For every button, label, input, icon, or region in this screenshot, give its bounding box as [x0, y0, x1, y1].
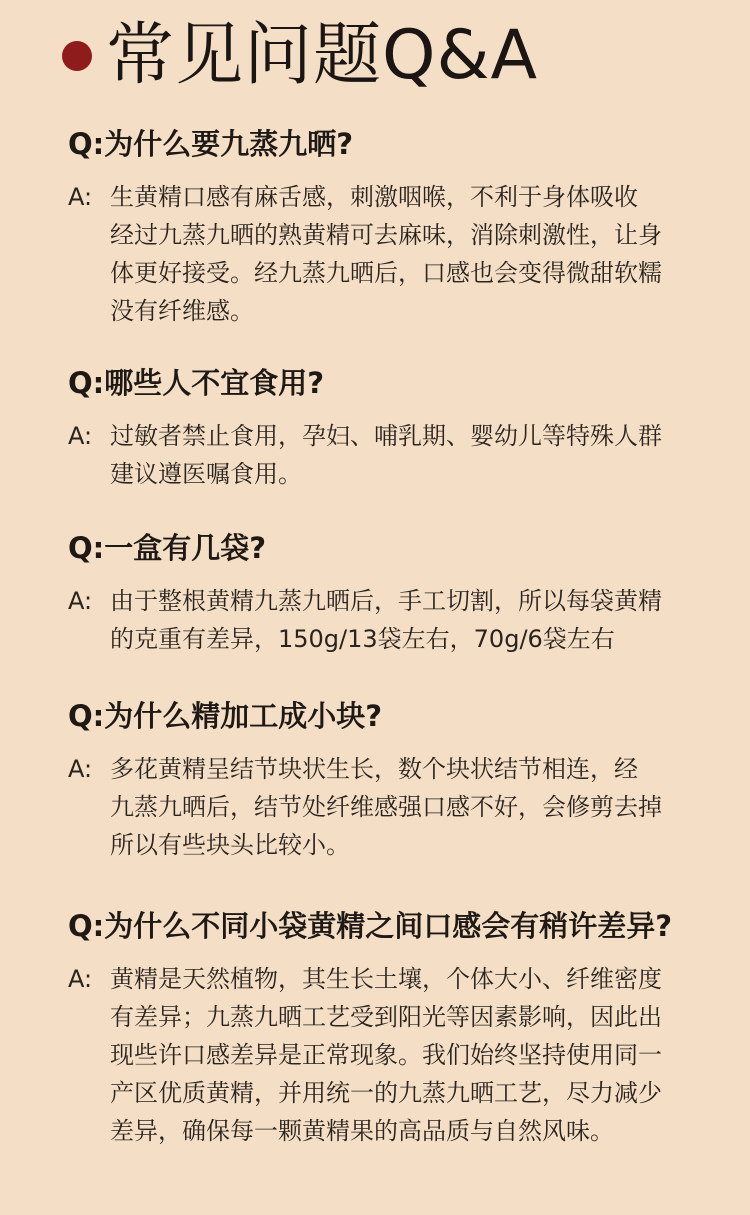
- answer-block: [68, 750, 688, 864]
- answer-line: 过敏者禁止食用，孕妇、哺乳期、婴幼儿等特殊人群: [110, 422, 662, 451]
- answer-line: 黄精是天然植物，其生长土壤，个体大小、纤维密度: [110, 965, 662, 994]
- answer-line: 差异，确保每一颗黄精果的高品质与自然风味。: [110, 1117, 614, 1146]
- answer-prefix: A:: [68, 587, 93, 616]
- answer-prefix: A:: [68, 422, 93, 451]
- answer-line: 生黄精口感有麻舌感，刺激咽喉，不利于身体吸收: [110, 183, 638, 212]
- answer-block: [68, 417, 688, 493]
- question-text: Q:为什么不同小袋黄精之间口感会有稍许差异?: [68, 909, 673, 943]
- faq-item-2: [68, 365, 688, 493]
- faq-item-3: [68, 530, 688, 658]
- answer-block: [68, 582, 688, 658]
- question-text: Q:为什么要九蒸九晒?: [68, 127, 354, 161]
- page-title: 常见问题Q&A: [106, 16, 539, 95]
- question-text: Q:哪些人不宜食用?: [68, 366, 325, 400]
- question-text: Q:为什么精加工成小块?: [68, 699, 383, 733]
- question-text: Q:一盒有几袋?: [68, 531, 267, 565]
- red-dot-icon: [62, 41, 92, 71]
- answer-prefix: A:: [68, 183, 93, 212]
- answer-line: 没有纤维感。: [110, 297, 254, 326]
- faq-item-5: [68, 908, 688, 1150]
- answer-line: 有差异；九蒸九晒工艺受到阳光等因素影响，因此出: [110, 1003, 662, 1032]
- answer-line: 经过九蒸九晒的熟黄精可去麻味，消除刺激性，让身: [110, 221, 662, 250]
- faq-item-4: [68, 698, 688, 864]
- answer-line: 产区优质黄精，并用统一的九蒸九晒工艺，尽力减少: [110, 1079, 662, 1108]
- faq-header: [62, 10, 538, 102]
- answer-line: 体更好接受。经九蒸九晒后，口感也会变得微甜软糯: [110, 259, 662, 288]
- answer-line: 九蒸九晒后，结节处纤维感强口感不好，会修剪去掉: [110, 793, 662, 822]
- answer-block: [68, 960, 688, 1150]
- faq-item-1: [68, 126, 688, 330]
- answer-line: 的克重有差异，150g/13袋左右，70g/6袋左右: [110, 625, 615, 654]
- answer-line: 所以有些块头比较小。: [110, 831, 350, 860]
- answer-prefix: A:: [68, 755, 93, 784]
- answer-line: 多花黄精呈结节块状生长，数个块状结节相连，经: [110, 755, 638, 784]
- answer-block: [68, 178, 688, 330]
- answer-prefix: A:: [68, 965, 93, 994]
- answer-line: 由于整根黄精九蒸九晒后，手工切割，所以每袋黄精: [110, 587, 662, 616]
- answer-line: 建议遵医嘱食用。: [110, 460, 302, 489]
- answer-line: 现些许口感差异是正常现象。我们始终坚持使用同一: [110, 1041, 662, 1070]
